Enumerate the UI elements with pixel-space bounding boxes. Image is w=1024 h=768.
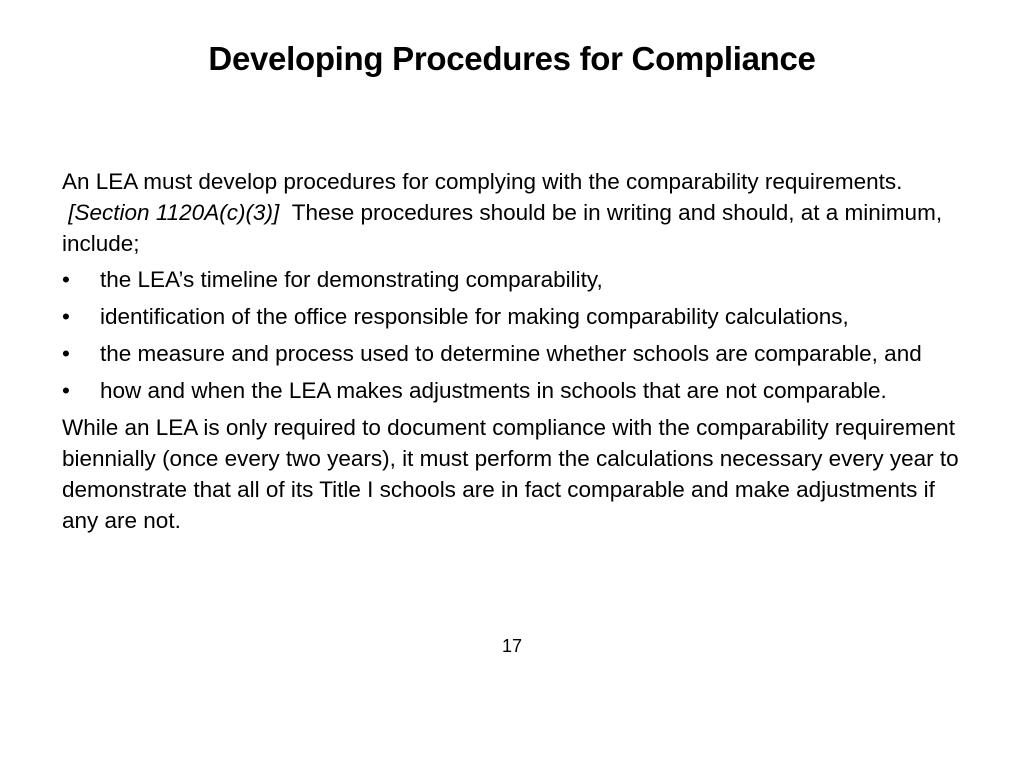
list-item-text: the LEA’s timeline for demonstrating comparability,: [100, 267, 603, 292]
list-item: [62, 338, 967, 369]
list-item: [62, 375, 967, 406]
slide-body: [62, 166, 967, 541]
section-citation: [Section 1120A(c)(3)]: [68, 200, 280, 225]
intro-text: An LEA must develop procedures for complying with the comparability requirements.: [62, 169, 903, 194]
bullet-icon: •: [62, 304, 70, 329]
page-number: 17: [501, 636, 523, 656]
list-item: [62, 301, 967, 332]
intro-paragraph: [62, 166, 967, 259]
bullet-icon: •: [62, 267, 70, 292]
list-item-text: the measure and process used to determine whether schools are comparable, and: [100, 341, 922, 366]
slide-title: Developing Procedures for Compliance: [208, 40, 816, 77]
intro-text-continued: These procedures should be in writing and should, at a minimum, include;: [62, 200, 943, 256]
list-item-text: how and when the LEA makes adjustments in schools that are not comparable.: [100, 378, 887, 403]
procedure-list: [62, 264, 967, 406]
bullet-icon: •: [62, 341, 70, 366]
bullet-icon: •: [62, 378, 70, 403]
list-item: [62, 264, 967, 295]
list-item-text: identification of the office responsible for making comparability calculations,: [100, 304, 849, 329]
closing-paragraph: While an LEA is only required to document compliance with the comparability requirement biennially (once every two years), it must perform the calculations necessary every year to demonstrate that all of its Title I schools are in fact comparable and make adjustments if any are not.: [62, 415, 959, 533]
